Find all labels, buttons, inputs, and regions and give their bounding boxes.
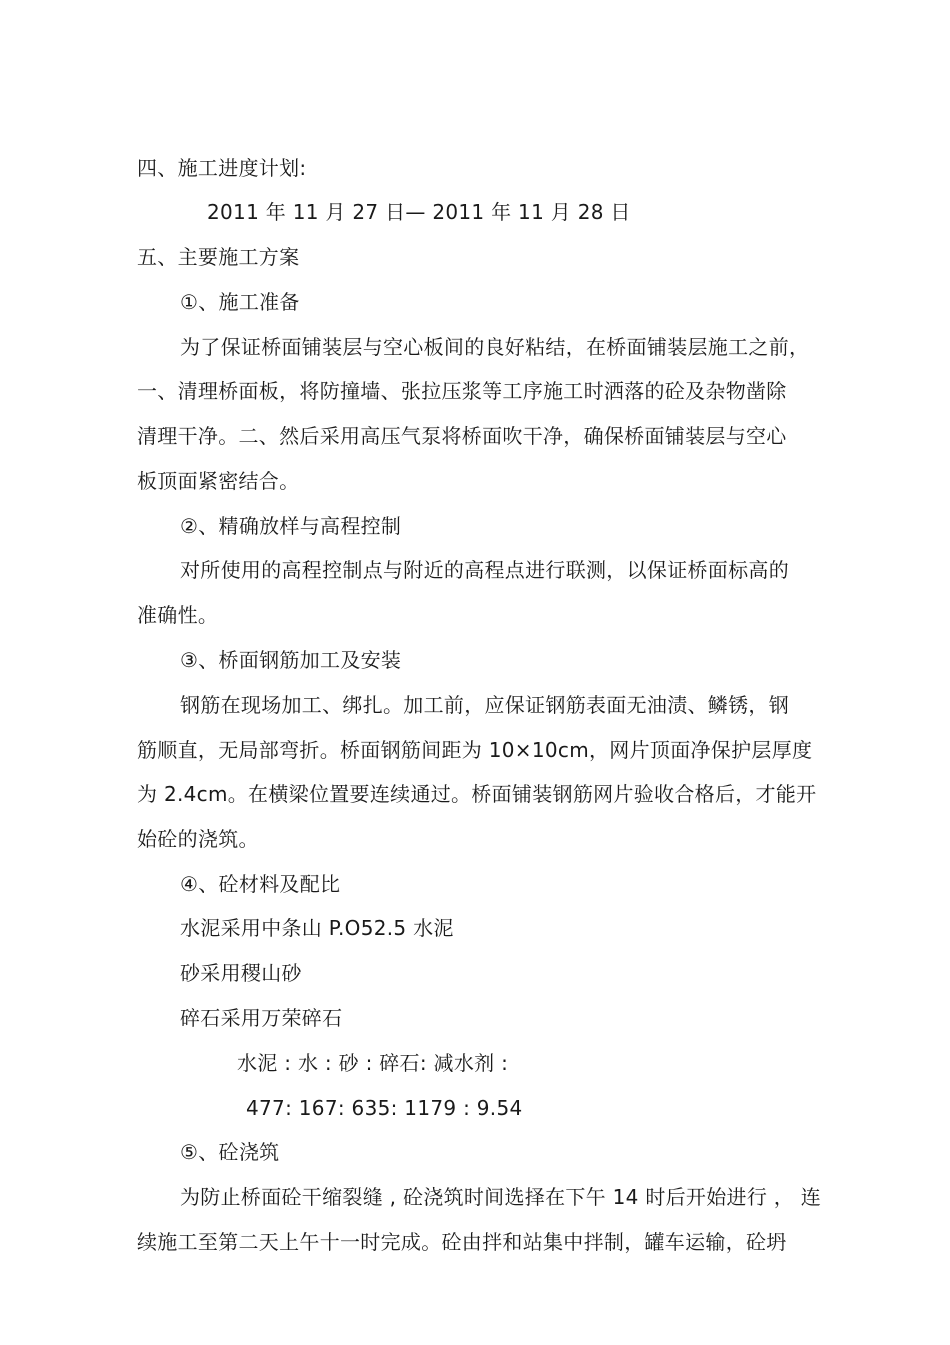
step3-para-line: 筋顺直，无局部弯折。桥面钢筋间距为 10×10cm，网片顶面净保护层厚度 xyxy=(137,738,813,762)
mix-ratio-values: 477: 167: 635: 1179 : 9.54 xyxy=(246,1096,523,1120)
cement-line: 水泥采用中条山 P.O52.5 水泥 xyxy=(180,916,454,940)
step2-heading: ②、精确放样与高程控制 xyxy=(180,514,402,538)
section4-heading: 四、施工进度计划: xyxy=(137,156,307,180)
step2-para-line: 准确性。 xyxy=(137,603,219,627)
step5-heading: ⑤、砼浇筑 xyxy=(180,1140,280,1164)
step3-para-line: 钢筋在现场加工、绑扎。加工前，应保证钢筋表面无油渍、鳞锈，钢 xyxy=(180,693,789,717)
step1-para-line: 为了保证桥面铺装层与空心板间的良好粘结，在桥面铺装层施工之前， xyxy=(180,335,810,359)
gravel-line: 碎石采用万荣碎石 xyxy=(180,1006,343,1030)
step1-para-line: 板顶面紧密结合。 xyxy=(137,469,300,493)
step3-para-line: 始砼的浇筑。 xyxy=(137,827,259,851)
step1-para-line: 一、清理桥面板，将防撞墙、张拉压浆等工序施工时洒落的砼及杂物凿除 xyxy=(137,379,787,403)
sand-line: 砂采用稷山砂 xyxy=(180,961,302,985)
step3-heading: ③、桥面钢筋加工及安装 xyxy=(180,648,402,672)
step1-para-line: 清理干净。二、然后采用高压气泵将桥面吹干净，确保桥面铺装层与空心 xyxy=(137,424,787,448)
step3-para-line: 为 2.4cm。在横梁位置要连续通过。桥面铺装钢筋网片验收合格后，才能开 xyxy=(137,782,817,806)
schedule-dates: 2011 年 11 月 27 日— 2011 年 11 月 28 日 xyxy=(207,200,631,224)
mix-ratio-labels: 水泥 : 水 : 砂 : 碎石: 减水剂 : xyxy=(237,1051,509,1075)
step5-para-line: 为防止桥面砼干缩裂缝 , 砼浇筑时间选择在下午 14 时后开始进行 ， 连 xyxy=(180,1185,822,1209)
step5-para-line: 续施工至第二天上午十一时完成。砼由拌和站集中拌制，罐车运输，砼坍 xyxy=(137,1230,787,1254)
step2-para-line: 对所使用的高程控制点与附近的高程点进行联测，以保证桥面标高的 xyxy=(180,558,789,582)
step1-heading: ①、施工准备 xyxy=(180,290,300,314)
step4-heading: ④、砼材料及配比 xyxy=(180,872,341,896)
section5-heading: 五、主要施工方案 xyxy=(137,245,300,269)
